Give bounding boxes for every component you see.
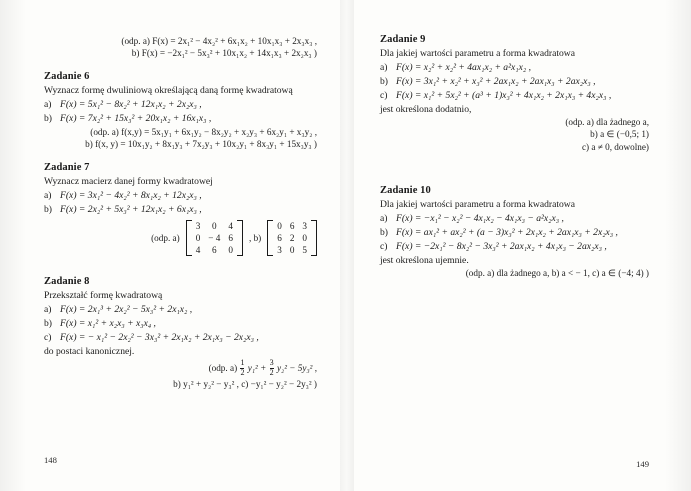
exercise-answer-matrices bbox=[44, 219, 317, 257]
exercise-zadanie-8 bbox=[44, 276, 317, 389]
list-item bbox=[380, 213, 649, 224]
matrix-cell: − 4 bbox=[208, 233, 221, 244]
item-label: b) bbox=[44, 113, 52, 124]
table-row bbox=[192, 232, 237, 244]
list-item bbox=[44, 204, 317, 215]
item-formula: F(x) = 3x₁² − 4x₂² + 8x₁x₂ + 12x₂x₃ , bbox=[60, 190, 202, 201]
item-label: c) bbox=[380, 241, 388, 252]
item-label: a) bbox=[44, 190, 52, 201]
list-item bbox=[380, 227, 649, 238]
exercise-answer-b: b) f(x, y) = 10x₁y₂ + 8x₁y₃ + 7x₂y₃ + 10x₂y₁ + 8x₃y₁ + 15x₃y₃ ) bbox=[85, 139, 317, 149]
matrix-b bbox=[267, 219, 317, 257]
exercise-instruction: Wyznacz macierz danej formy kwadratowej bbox=[44, 176, 213, 187]
fraction-denominator: 2 bbox=[269, 367, 274, 377]
list-item bbox=[380, 90, 649, 101]
item-formula: F(x) = 2x₁³ + 2x₂² − 5x₃² + 2x₁x₂ , bbox=[60, 304, 193, 316]
exercise-note: jest określona dodatnio, bbox=[380, 104, 472, 115]
exercise-instruction: Wyznacz formę dwuliniową określającą daną formę kwadratową bbox=[44, 85, 293, 96]
table-row bbox=[192, 244, 237, 256]
exercise-instruction: Przekształć formę kwadratową bbox=[44, 290, 163, 302]
exercise-instruction: Dla jakiej wartości parametru a forma kwadratowa bbox=[380, 199, 575, 210]
list-item bbox=[44, 113, 317, 124]
page-number-left: 148 bbox=[44, 455, 57, 465]
matrix-cell: 0 bbox=[277, 221, 282, 231]
matrix-a bbox=[186, 219, 243, 257]
matrix-cell: 6 bbox=[228, 233, 233, 244]
matrix-bracket-right bbox=[237, 220, 243, 256]
matrix-cell: 6 bbox=[289, 221, 295, 231]
matrix-cell: 4 bbox=[228, 221, 233, 231]
exercise-title: Zadanie 9 bbox=[380, 34, 426, 45]
item-label: b) bbox=[380, 227, 388, 238]
table-row bbox=[273, 244, 311, 256]
fraction-numerator: 1 bbox=[240, 358, 245, 368]
exercise-title: Zadanie 8 bbox=[44, 276, 90, 288]
item-label: a) bbox=[380, 62, 388, 73]
item-formula: F(x) = 2x₂² + 5x₃² + 12x₁x₂ + 6x₁x₃ , bbox=[60, 204, 202, 215]
fraction-one-half bbox=[240, 359, 244, 377]
exercise-answer-bc: b) y₁² + y₂² − y₃² , c) −y₁² − y₂² − 2y₃² ) bbox=[173, 378, 317, 389]
top-answer-line-b: b) F(x) = −2x₁² − 5x₃² + 10x₁x₂ + 14x₁x₃ + 2x₂x₃ ) bbox=[131, 48, 317, 58]
matrix-cell: 4 bbox=[195, 245, 201, 256]
item-formula: F(x) = − x₁² − 2x₂² − 3x₃² + 2x₁x₂ + 2x₁x₃ − 2x₂x₃ , bbox=[60, 332, 259, 344]
right-page-column bbox=[347, 0, 691, 491]
table-row bbox=[192, 220, 237, 232]
matrix-cell: 0 bbox=[289, 245, 295, 256]
item-formula: F(x) = −x₁² − x₂² − 4x₁x₂ − 4x₁x₃ − a²x₂x₃ , bbox=[396, 213, 564, 224]
exercise-answer: (odp. a) dla żadnego a, b) a < − 1, c) a ∈ (−4; 4) ) bbox=[465, 268, 649, 278]
fraction-denominator: 2 bbox=[240, 367, 245, 377]
list-item bbox=[44, 304, 317, 315]
exercise-zadanie-7 bbox=[44, 162, 317, 257]
exercise-answer-a: (odp. a) dla żadnego a, bbox=[565, 117, 649, 127]
matrix-cell: 0 bbox=[302, 233, 307, 244]
item-formula: F(x) = 3x₁² + x₂² + x₃² + 2ax₁x₂ + 2ax₁x₃ + 2ax₂x₃ , bbox=[396, 76, 596, 87]
exercise-item-list bbox=[380, 62, 649, 101]
item-label: c) bbox=[44, 332, 52, 344]
table-row bbox=[273, 232, 311, 244]
exercise-item-list bbox=[44, 304, 317, 343]
item-label: a) bbox=[44, 304, 52, 316]
matrix-cell: 0 bbox=[195, 233, 201, 244]
exercise-item-list bbox=[44, 99, 317, 124]
page-number-right: 149 bbox=[636, 459, 649, 469]
exercise-title: Zadanie 10 bbox=[380, 185, 431, 196]
matrix-bracket-right bbox=[311, 220, 317, 256]
exercise-zadanie-6 bbox=[44, 71, 317, 149]
exercise-answer-a bbox=[44, 359, 317, 377]
block-spacer bbox=[380, 165, 649, 185]
matrix-a-table bbox=[192, 220, 237, 256]
exercise-note: jest określona ujemnie. bbox=[380, 255, 469, 266]
fraction-numerator: 3 bbox=[269, 358, 274, 368]
item-formula: F(x) = 7x₂² + 15x₃² + 20x₁x₂ + 16x₁x₃ , bbox=[60, 113, 212, 124]
item-label: b) bbox=[380, 76, 388, 87]
item-formula: F(x) = 5x₁² − 8x₂² + 12x₁x₂ + 2x₂x₃ , bbox=[60, 99, 202, 110]
list-item bbox=[44, 318, 317, 329]
exercise-item-list bbox=[44, 190, 317, 215]
item-label: a) bbox=[44, 99, 52, 110]
matrix-cell: 3 bbox=[302, 221, 307, 231]
top-answers-block bbox=[44, 36, 317, 58]
exercise-zadanie-10 bbox=[380, 185, 649, 279]
exercise-title: Zadanie 6 bbox=[44, 71, 90, 82]
list-item bbox=[380, 241, 649, 252]
item-label: c) bbox=[380, 90, 388, 101]
item-formula: F(x) = −2x₁² − 8x₂² − 3x₃² + 2ax₁x₂ + 4x₁x₃ − 2ax₂x₃ , bbox=[396, 241, 607, 252]
matrix-cell: 6 bbox=[212, 245, 217, 256]
answer-prefix: (odp. a) bbox=[208, 363, 238, 374]
list-item bbox=[44, 190, 317, 201]
matrix-b-table bbox=[273, 220, 311, 256]
item-formula: F(x) = x₁² + x₂x₃ + x₃x₄ , bbox=[60, 318, 156, 330]
list-item bbox=[44, 99, 317, 110]
list-item bbox=[380, 62, 649, 73]
matrix-cell: 3 bbox=[277, 245, 282, 256]
fraction-three-halves bbox=[270, 359, 274, 377]
exercise-note: do postaci kanonicznej. bbox=[44, 346, 135, 358]
list-item bbox=[44, 332, 317, 343]
matrix-cell: 3 bbox=[195, 221, 201, 231]
exercise-item-list bbox=[380, 213, 649, 252]
matrix-cell: 0 bbox=[212, 221, 217, 231]
item-formula: F(x) = x₂² + x₂² + 4ax₁x₂ + a²x₁x₂ , bbox=[396, 62, 531, 73]
list-item bbox=[380, 76, 649, 87]
matrix-cell: 2 bbox=[289, 233, 295, 244]
exercise-answer-b: b) a ∈ (−0,5; 1) bbox=[590, 129, 649, 139]
answer-middle-term: y₁² + bbox=[247, 363, 267, 374]
matrix-cell: 5 bbox=[302, 245, 307, 256]
matrix-cell: 6 bbox=[277, 233, 282, 244]
exercise-instruction: Dla jakiej wartości parametru a forma kwadratowa bbox=[380, 48, 575, 59]
exercise-answer-c: c) a ≠ 0, dowolne) bbox=[581, 142, 649, 152]
item-label: b) bbox=[44, 318, 52, 330]
matrix-separator: , b) bbox=[248, 233, 262, 244]
top-answer-line-a: (odp. a) F(x) = 2x₁² − 4x₂² + 6x₁x₂ + 10x₁x₃ + 2x₃x₃ , bbox=[121, 36, 317, 46]
answer-prefix: (odp. a) bbox=[151, 233, 180, 244]
item-label: a) bbox=[380, 213, 388, 224]
answer-tail-term: y₂² − 5y₃² , bbox=[276, 363, 317, 374]
item-formula: F(x) = x₁² + 5x₂² + (a³ + 1)x₃² + 4x₁x₂ + 2x₁x₃ + 4x₂x₃ , bbox=[396, 90, 612, 101]
table-row bbox=[273, 220, 311, 232]
exercise-zadanie-9 bbox=[380, 34, 649, 152]
matrix-cell: 0 bbox=[228, 245, 233, 256]
exercise-answer-a: (odp. a) f(x,y) = 5x₁y₁ + 6x₁y₂ − 8x₂y₂ + x₂y₃ + 6x₂y₁ + x₃y₂ , bbox=[90, 127, 317, 137]
item-formula: F(x) = ax₁² + ax₂² + (a − 3)x₃² + 2x₁x₂ + 2ax₁x₃ + 2x₂x₃ , bbox=[396, 227, 618, 238]
item-label: b) bbox=[44, 204, 52, 215]
exercise-title: Zadanie 7 bbox=[44, 162, 90, 173]
